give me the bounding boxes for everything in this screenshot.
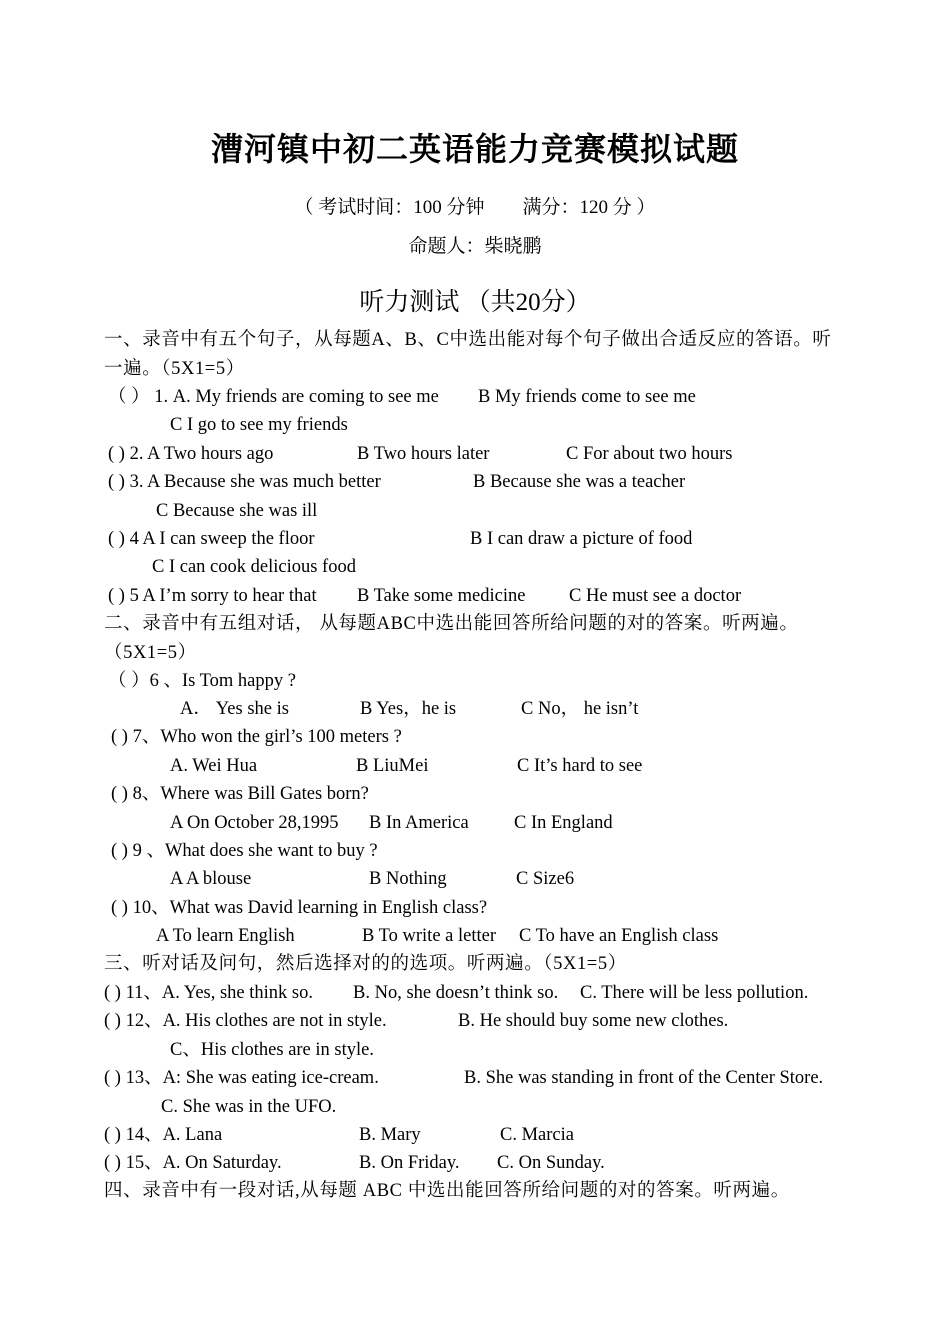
q9-option-c: C Size6	[516, 869, 575, 889]
q8-option-b: B In America	[369, 813, 469, 833]
q13-option-c: C. She was in the UFO.	[161, 1097, 337, 1117]
q5-option-b: B Take some medicine	[357, 586, 526, 606]
q6-option-b: B Yes，he is	[360, 699, 457, 719]
q4-option-c: C I can cook delicious food	[152, 557, 356, 577]
part2-instruction: 二、录音中有五组对话， 从每题ABC中选出能回答所给问题的对的答案。听两遍。（5X1=5）	[104, 614, 799, 663]
author-line: 命题人：柴晓鹏	[408, 236, 542, 257]
page-title: 漕河镇中初二英语能力竞赛模拟试题	[210, 131, 739, 167]
q9-option-a: A A blouse	[170, 869, 252, 889]
q9-stem: ( ) 9 、What does she want to buy ?	[111, 841, 378, 861]
q10-option-a: A To learn English	[156, 926, 295, 946]
q6-option-c: C No， he isn’t	[521, 699, 639, 719]
listening-section-title: 听力测试 （共20分）	[359, 289, 591, 316]
part4-instruction: 四、录音中有一段对话,从每题 ABC 中选出能回答所给问题的对的答案。听两遍。	[104, 1181, 790, 1201]
part3-instruction: 三、听对话及问句，然后选择对的的选项。听两遍。（5X1=5）	[104, 954, 627, 974]
q7-option-c: C It’s hard to see	[517, 756, 643, 776]
q15-option-c: C. On Sunday.	[497, 1153, 605, 1173]
q15-option-b: B. On Friday.	[359, 1153, 460, 1173]
q7-stem: ( ) 7、Who won the girl’s 100 meters ?	[111, 727, 402, 747]
q2-option-c: C For about two hours	[566, 444, 733, 464]
q5-option-a: ( ) 5 A I’m sorry to hear that	[108, 586, 317, 606]
q5-option-c: C He must see a doctor	[569, 586, 742, 606]
q4-option-a: ( ) 4 A I can sweep the floor	[108, 529, 315, 549]
q8-option-a: A On October 28,1995	[170, 813, 339, 833]
q10-option-c: C To have an English class	[519, 926, 719, 946]
q1-option-a: （ ） 1. A. My friends are coming to see me	[108, 387, 439, 407]
exam-info: （ 考试时间：100 分钟 满分：120 分 ）	[294, 197, 656, 218]
q6-stem: （ ）6 、Is Tom happy ?	[108, 671, 296, 691]
q12-option-c: C、His clothes are in style.	[170, 1040, 374, 1060]
q11-option-b: B. No, she doesn’t think so.	[353, 983, 559, 1003]
part1-instruction: 一、录音中有五个句子，从每题A、B、C中选出能对每个句子做出合适反应的答语。听一遍。（5X1=5）	[104, 330, 832, 379]
q11-option-c: C. There will be less pollution.	[580, 983, 809, 1003]
q3-option-b: B Because she was a teacher	[473, 472, 686, 492]
q3-option-a: ( ) 3. A Because she was much better	[108, 472, 381, 492]
q12-option-b: B. He should buy some new clothes.	[458, 1011, 729, 1031]
q15-option-a: ( ) 15、A. On Saturday.	[104, 1153, 282, 1173]
q1-option-b: B My friends come to see me	[478, 387, 696, 407]
q13-option-b: B. She was standing in front of the Center Store.	[464, 1068, 824, 1088]
q14-option-b: B. Mary	[359, 1125, 421, 1145]
q12-option-a: ( ) 12、A. His clothes are not in style.	[104, 1011, 387, 1031]
q14-option-a: ( ) 14、A. Lana	[104, 1125, 223, 1145]
q9-option-b: B Nothing	[369, 869, 447, 889]
q13-option-a: ( ) 13、A: She was eating ice-cream.	[104, 1068, 379, 1088]
q8-stem: ( ) 8、Where was Bill Gates born?	[111, 784, 369, 804]
q3-option-c: C Because she was ill	[156, 501, 318, 521]
q1-option-c: C I go to see my friends	[170, 415, 348, 435]
q7-option-a: A. Wei Hua	[170, 756, 258, 776]
q6-option-a: A． Yes she is	[180, 699, 289, 719]
q10-option-b: B To write a letter	[362, 926, 496, 946]
q7-option-b: B LiuMei	[356, 756, 429, 776]
q14-option-c: C. Marcia	[500, 1125, 574, 1145]
q4-option-b: B I can draw a picture of food	[470, 529, 693, 549]
q2-option-b: B Two hours later	[357, 444, 490, 464]
q10-stem: ( ) 10、What was David learning in English class?	[111, 898, 488, 918]
q2-option-a: ( ) 2. A Two hours ago	[108, 444, 274, 464]
q8-option-c: C In England	[514, 813, 613, 833]
q11-option-a: ( ) 11、A. Yes, she think so.	[104, 983, 313, 1003]
